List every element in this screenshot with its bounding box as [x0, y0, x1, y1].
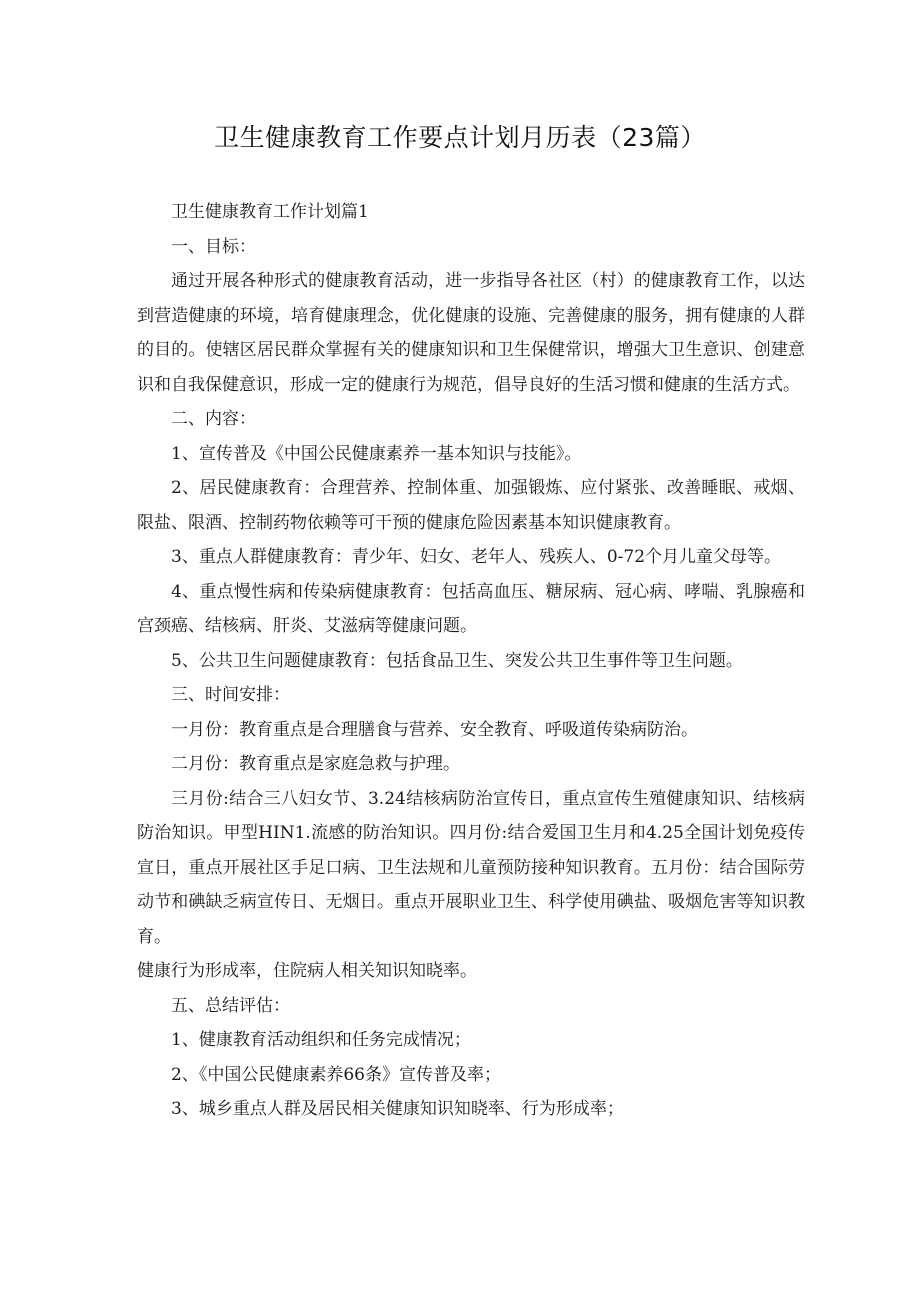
- evaluation-item-3: 3、城乡重点人群及居民相关健康知识知晓率、行为形成率；: [171, 1099, 624, 1119]
- schedule-march-may: 三月份:结合三八妇女节、3.24结核病防治宣传日，重点宣传生殖健康知识、结核病防治知识。甲型HIN1.流感的防治知识。四月份:结合爱国卫生月和4.25全国计划免疫传宣日，重点开展社区手足口病、卫生法规和儿童预防接种知识教育。五月份：结合国际劳动节和碘缺乏病宣传日、无烟日。重点开展职业卫生、科学使用碘盐、吸烟危害等知识教育。: [137, 788, 805, 947]
- evaluation-item-2: 2、《中国公民健康素养66条》宣传普及率；: [171, 1064, 501, 1085]
- content-item-2: 2、居民健康教育：合理营养、控制体重、加强锻炼、应付紧张、改善睡眠、戒烟、限盐、限酒、控制药物依赖等可干预的健康危险因素基本知识健康教育。: [137, 478, 805, 533]
- heading-schedule: 三、时间安排：: [171, 685, 290, 705]
- section-subtitle: 卫生健康教育工作计划篇1: [171, 202, 369, 222]
- paragraph-behavior-rate: 健康行为形成率，住院病人相关知识知晓率。: [137, 961, 477, 981]
- heading-goal: 一、目标：: [171, 236, 256, 257]
- schedule-february: 二月份：教育重点是家庭急救与护理。: [171, 754, 460, 774]
- content-item-4: 4、重点慢性病和传染病健康教育：包括高血压、糖尿病、冠心病、哮喘、乳腺癌和宫颈癌、结核病、肝炎、艾滋病等健康问题。: [137, 581, 805, 636]
- content-item-5: 5、公共卫生问题健康教育：包括食品卫生、突发公共卫生事件等卫生问题。: [171, 650, 743, 671]
- heading-content: 二、内容：: [171, 409, 256, 429]
- heading-evaluation: 五、总结评估：: [171, 995, 290, 1016]
- schedule-january: 一月份：教育重点是合理膳食与营养、安全教育、呼吸道传染病防治。: [171, 719, 698, 740]
- paragraph-goal: 通过开展各种形式的健康教育活动，进一步指导各社区（村）的健康教育工作，以达到营造健康的环境，培育健康理念，优化健康的设施、完善健康的服务，拥有健康的人群的目的。使辖区居民群众掌握有关的健康知识和卫生保健常识，增强大卫生意识、创建意识和自我保健意识，形成一定的健康行为规范，倡导良好的生活习惯和健康的生活方式。: [137, 271, 805, 395]
- document-title: 卫生健康教育工作要点计划月历表（23篇）: [214, 123, 706, 152]
- document-body: [137, 195, 805, 1127]
- content-item-1: 1、宣传普及《中国公民健康素养一基本知识与技能》。: [171, 443, 582, 464]
- evaluation-item-1: 1、健康教育活动组织和任务完成情况；: [171, 1030, 471, 1050]
- content-item-3: 3、重点人群健康教育：青少年、妇女、老年人、残疾人、0-72个月儿童父母等。: [171, 547, 782, 567]
